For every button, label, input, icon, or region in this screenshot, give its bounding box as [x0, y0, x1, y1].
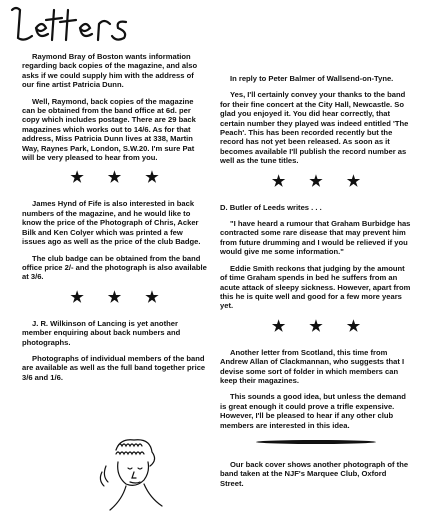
letter-allan: Another letter from Scotland, this time from Andrew Allan of Clackmannan, who suggests that I devise some sort of folder in which members can keep their magazines.: [220, 347, 405, 385]
star-divider: [22, 170, 207, 185]
left-column: [22, 52, 207, 389]
star-icon: ★: [70, 288, 84, 306]
star-icon: ★: [145, 288, 159, 306]
star-icon: ★: [107, 288, 122, 306]
star-divider: [220, 174, 412, 189]
reply-wilkinson: Photographs of individual members of the band are available as well as the full band together price 3/6 and 1/6.: [22, 353, 206, 382]
star-icon: ★: [271, 172, 286, 190]
dash-divider: [256, 440, 375, 444]
star-icon: ★: [145, 169, 159, 187]
letter-butler: "I have heard a rumour that Graham Burbidge has contracted some rare disease that may prevent him from future drumming and I would be relieved if you would give me some information.": [220, 219, 411, 257]
musician-sketch: [96, 436, 166, 520]
reply-balmer: Yes, I'll certainly convey your thanks to the band for their fine concert at the City Hall, Newcastle. So glad you enjoyed it. You did hear correctly, that certain number they played was indeed entitled 'The Peach'. This has been recorded recently but the record has not yet been released. As soon as it becomes available I'll publish the record number as well as the tune titles.: [220, 90, 409, 166]
right-column: [220, 74, 412, 495]
letter-bray: Raymond Bray of Boston wants information regarding back copies of the magazine, and also asks if we could supply him with the address of our fine artist Patricia Dunn.: [22, 52, 198, 90]
star-divider: [220, 319, 412, 334]
reply-hynd: The club badge can be obtained from the band office price 2/- and the photograph is also available at 3/6.: [22, 253, 207, 282]
reply-bray: Well, Raymond, back copies of the magazine can be obtained from the band office at 6d. per copy which includes postage. There are 29 back magazines which works out to 14/6. As for that address, Miss Patricia Dunn lives at 338, Martin Way, Raynes Park, London, S.W.20. I'm sure Pat will be very pleased to hear from you.: [22, 96, 196, 163]
star-icon: ★: [346, 317, 361, 335]
star-icon: ★: [309, 317, 323, 335]
star-icon: ★: [271, 317, 286, 335]
back-cover-note: Our back cover shows another photograph of the band taken at the NJF's Marquee Club, Oxford Street.: [220, 459, 409, 488]
letters-masthead: [6, 2, 136, 48]
star-icon: ★: [346, 172, 361, 190]
star-icon: ★: [70, 169, 84, 187]
star-icon: ★: [309, 172, 323, 190]
musician-sketch-icon: [96, 436, 166, 520]
star-divider: [22, 290, 207, 305]
letter-wilkinson: J. R. Wilkinson of Lancing is yet another member enquiring about back numbers and photographs.: [22, 318, 181, 347]
star-icon: ★: [107, 169, 122, 187]
letter-hynd: James Hynd of Fife is also interested in back numbers of the magazine, and he would like to know the price of the Photograph of Chris, Acker Bilk and Ken Colyer which was printed a few issues ago as well as the price of the club Badge.: [22, 199, 201, 247]
letter-butler-heading: D. Butler of Leeds writes . . .: [220, 202, 322, 212]
reply-butler: Eddie Smith reckons that judging by the amount of time Graham spends in bed he suffers from an acute attack of sleepy sickness. However, apart from this he is quite well and good for a few more years yet.: [220, 263, 411, 311]
letter-balmer: In reply to Peter Balmer of Wallsend-on-Tyne.: [230, 74, 394, 83]
reply-allan: This sounds a good idea, but unless the demand is great enough it could prove a trifle expensive. However, I'll be pleased to hear if any other club members are interested in this idea.: [220, 392, 406, 430]
letters-logo: [6, 2, 136, 48]
